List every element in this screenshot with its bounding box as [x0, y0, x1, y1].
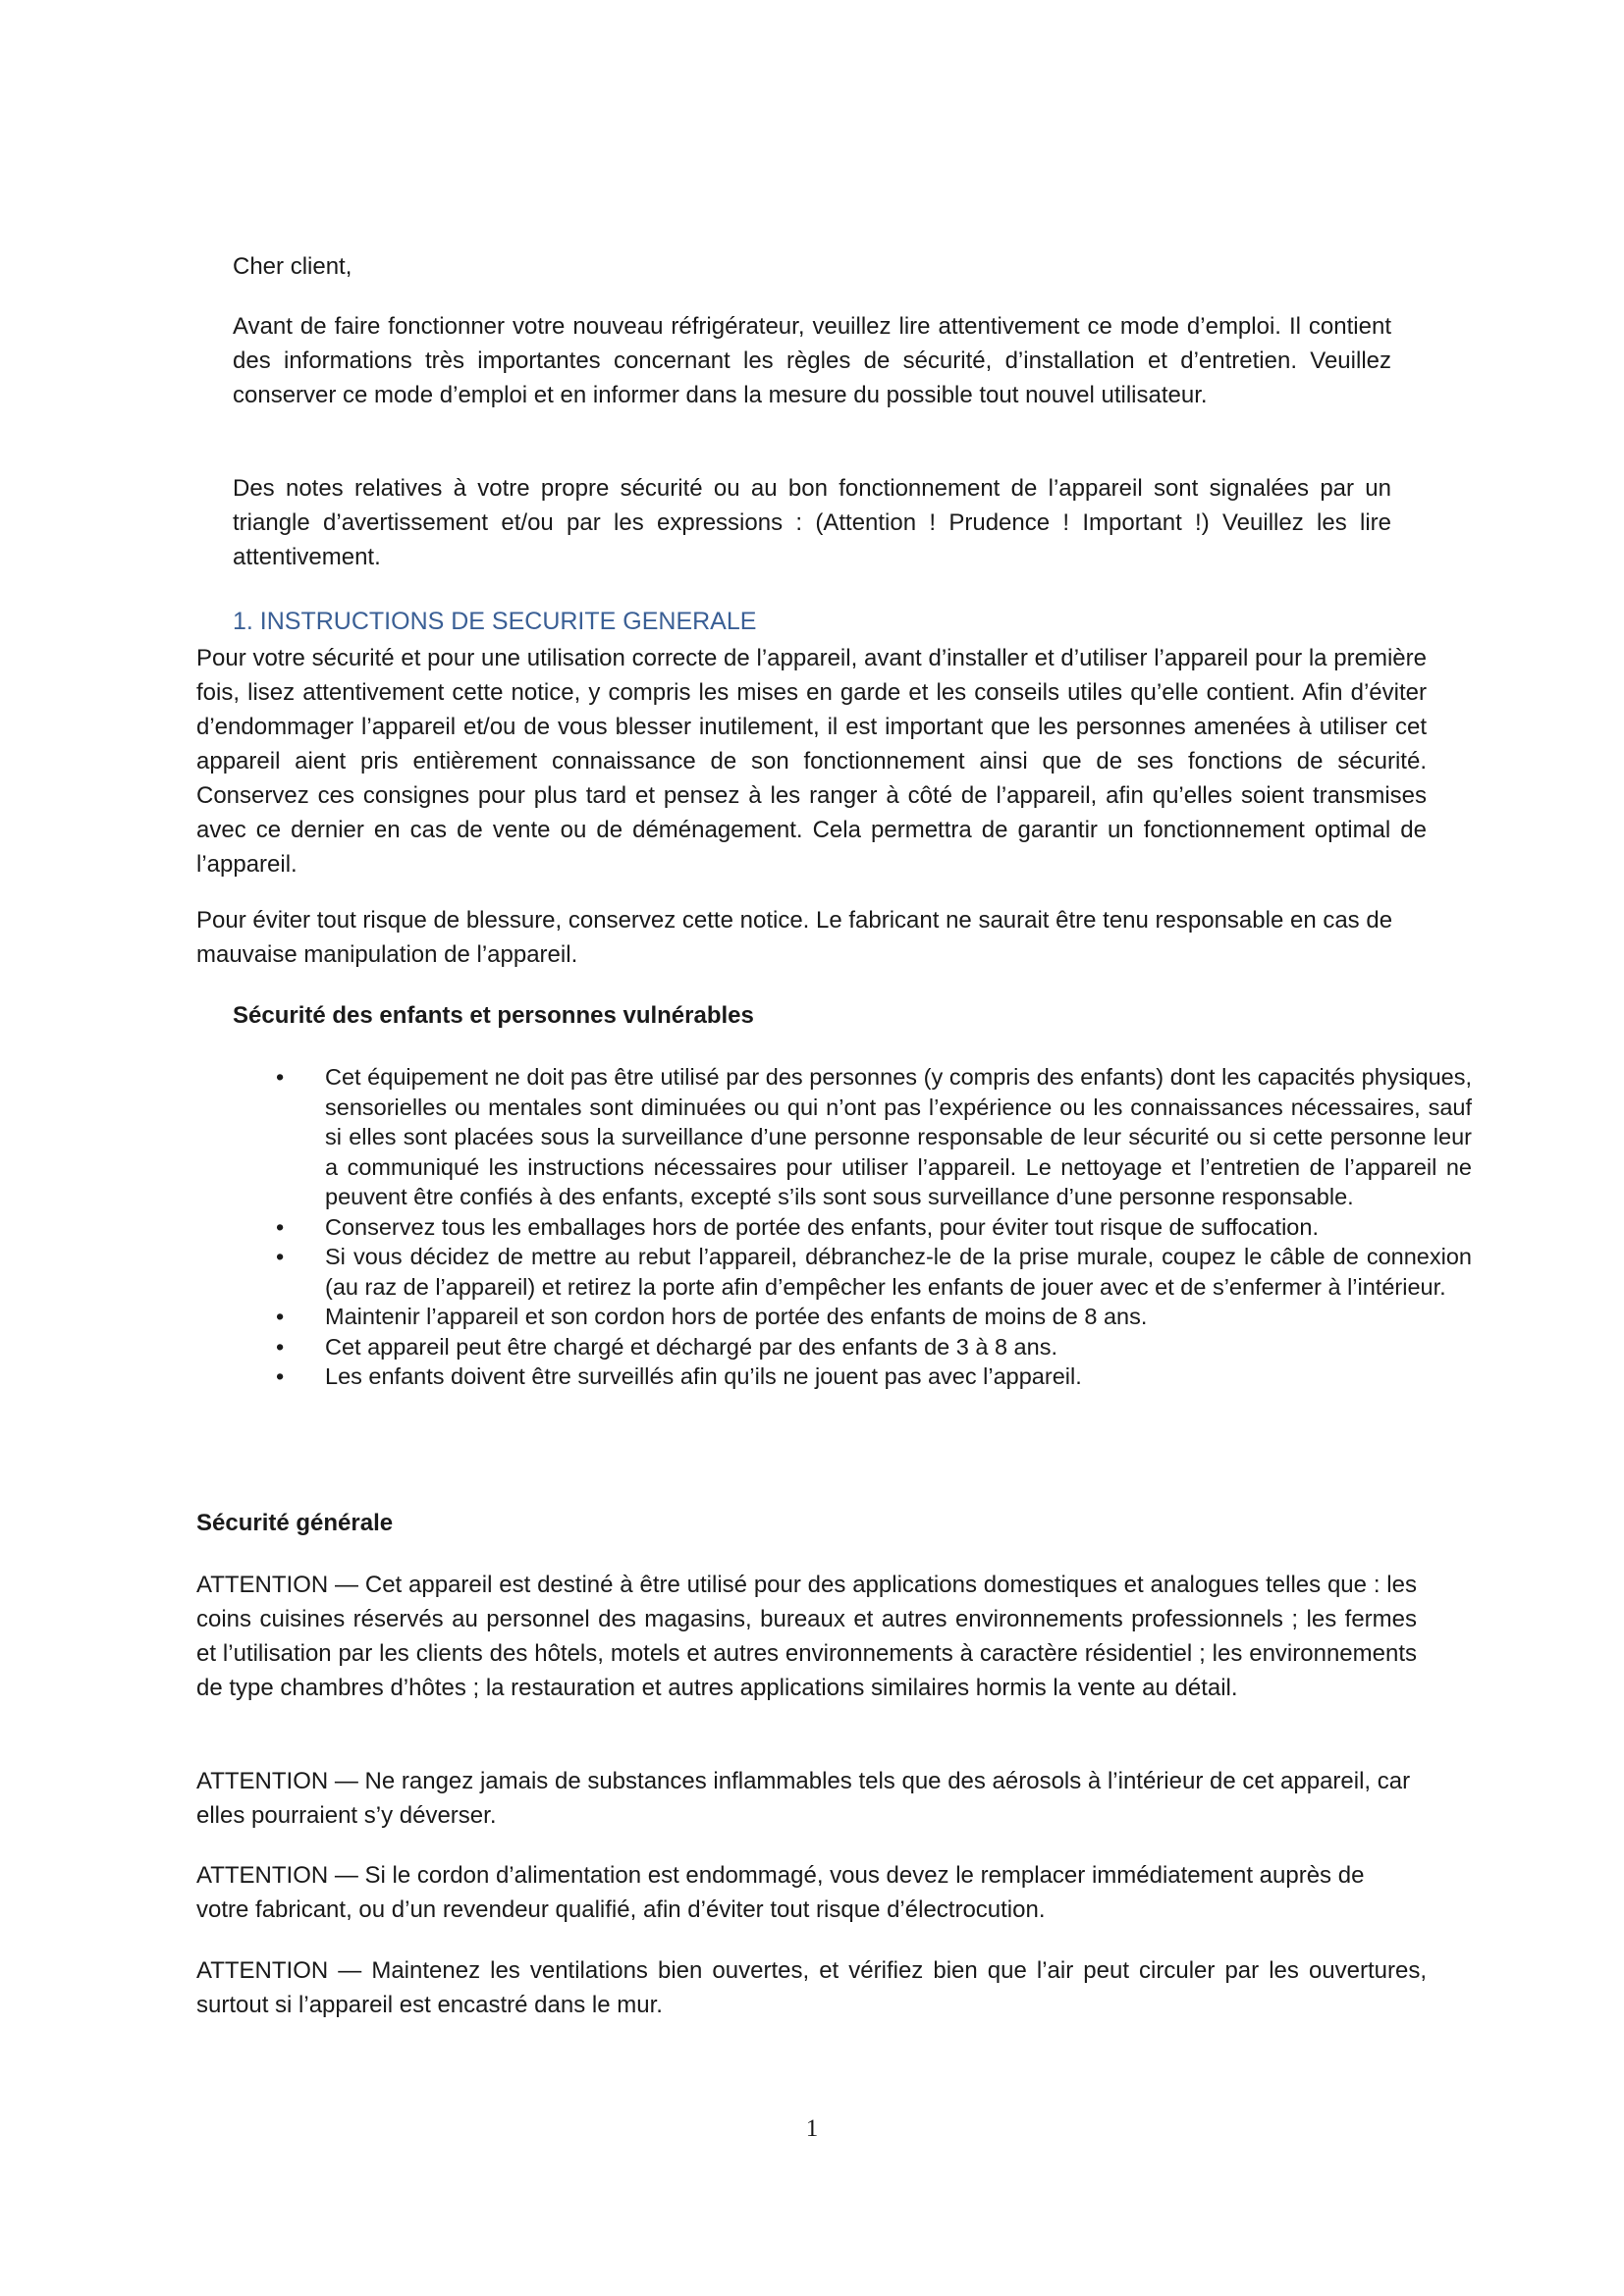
bullet-icon: •	[276, 1304, 285, 1329]
children-safety-list	[276, 1062, 1472, 1392]
list-item: • Cet équipement ne doit pas être utilisé par des personnes (y compris des enfants) dont les capacités physiques, sensorielles ou mentales sont diminuées ou qui n’ont pas l’expérience ou les connaissances nécessaires, sauf si elles sont placées sous la surveillance d’une personne responsable de leur sécurité ou si cette personne leur a communiqué les instructions nécessaires pour utiliser l’appareil. Le nettoyage et l’entretien de l’appareil ne peuvent être confiés à des enfants, excepté s’ils sont sous surveillance d’une personne responsable.	[276, 1064, 1472, 1209]
page-number: 1	[805, 2115, 819, 2142]
list-item: • Conservez tous les emballages hors de portée des enfants, pour éviter tout risque de suffocation.	[325, 1212, 1472, 1243]
intro-paragraph: Des notes relatives à votre propre sécurité ou au bon fonctionnement de l’appareil sont signalées par un triangle d’avertissement et/ou par les expressions : (Attention ! Prudence ! Important !) Veuillez les lire attentivement.	[233, 475, 1391, 570]
section-heading: 1. INSTRUCTIONS DE SECURITE GENERALE	[233, 608, 757, 635]
bullet-icon: •	[276, 1213, 285, 1240]
list-item: • Si vous décidez de mettre au rebut l’appareil, débranchez-le de la prise murale, coupez le câble de connexion (au raz de l’appareil) et retirez la porte afin d’empêcher les enfants de jouer avec et de s’enfermer à l’intérieur.	[276, 1244, 1472, 1300]
intro-paragraph: Avant de faire fonctionner votre nouveau réfrigérateur, veuillez lire attentivement ce mode d’emploi. Il contient des informations très importantes concernant les règles de sécurité, d’installation et d’entretien. Veuillez conserver ce mode d’emploi et en informer dans la mesure du possible tout nouvel utilisateur.	[233, 313, 1391, 408]
subsection-heading: Sécurité générale	[196, 1510, 394, 1536]
warning-paragraph: ATTENTION — Cet appareil est destiné à être utilisé pour des applications domestiques et analogues telles que : les coins cuisines réservés au personnel des magasins, bureaux et autres environnements professionnels ; les fermes et l’utilisation par les clients des hôtels, motels et autres environnements à caractère résidentiel ; les environnements de type chambres d’hôtes ; la restauration et autres applications similaires hormis la vente au détail.	[196, 1572, 1417, 1701]
section-paragraph: Pour votre sécurité et pour une utilisation correcte de l’appareil, avant d’installer et d’utiliser l’appareil pour la première fois, lisez attentivement cette notice, y compris les mises en garde et les conseils utiles qu’elle contient. Afin d’éviter d’endommager l’appareil et/ou de vous blesser inutilement, il est important que les personnes amenées à utiliser cet appareil aient pris entièrement connaissance de son fonctionnement ainsi que de ses fonctions de sécurité. Conservez ces consignes pour plus tard et pensez à les ranger à côté de l’appareil, afin qu’elles soient transmises avec ce dernier en cas de vente ou de déménagement. Cela permettra de garantir un fonctionnement optimal de l’appareil.	[196, 645, 1427, 878]
warning-paragraph: ATTENTION — Ne rangez jamais de substances inflammables tels que des aérosols à l’intérieur de cet appareil, car elles pourraient s’y déverser.	[196, 1768, 1411, 1829]
section-paragraph: Pour éviter tout risque de blessure, conservez cette notice. Le fabricant ne saurait être tenu responsable en cas de mauvaise manipulation de l’appareil.	[196, 907, 1393, 968]
list-item: • Les enfants doivent être surveillés afin qu’ils ne jouent pas avec l’appareil.	[325, 1362, 1472, 1392]
bullet-icon: •	[276, 1333, 285, 1360]
subsection-heading: Sécurité des enfants et personnes vulnérables	[233, 1002, 754, 1029]
greeting: Cher client,	[233, 253, 352, 280]
warning-paragraph: ATTENTION — Maintenez les ventilations bien ouvertes, et vérifiez bien que l’air peut circuler par les ouvertures, surtout si l’appareil est encastré dans le mur.	[196, 1957, 1427, 2018]
bullet-icon: •	[276, 1244, 285, 1269]
bullet-icon: •	[276, 1363, 285, 1389]
warning-paragraph: ATTENTION — Si le cordon d’alimentation est endommagé, vous devez le remplacer immédiatement auprès de votre fabricant, ou d’un revendeur qualifié, afin d’éviter tout risque d’électrocution.	[196, 1862, 1365, 1923]
bullet-icon: •	[276, 1064, 285, 1090]
list-item: • Maintenir l’appareil et son cordon hors de portée des enfants de moins de 8 ans.	[325, 1302, 1472, 1332]
list-item: • Cet appareil peut être chargé et déchargé par des enfants de 3 à 8 ans.	[325, 1332, 1472, 1362]
